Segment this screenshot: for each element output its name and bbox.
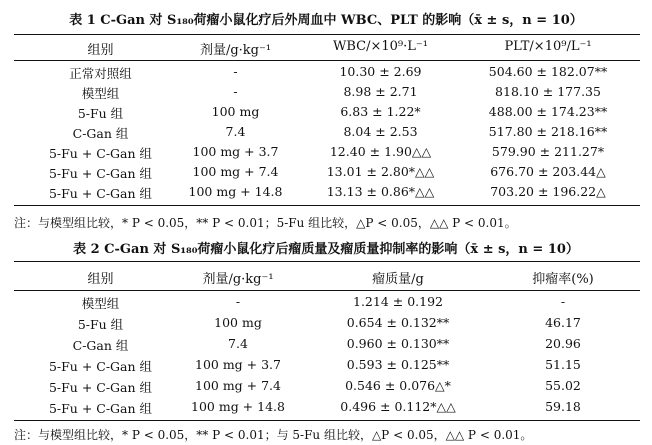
table1-cell-dose: 100 mg + 14.8 bbox=[188, 184, 283, 199]
table2-row bbox=[0, 336, 652, 354]
table1-row bbox=[0, 84, 652, 102]
table1-cell-dose: 7.4 bbox=[225, 124, 246, 139]
table1-row bbox=[0, 144, 652, 162]
table1-cell-wbc: 10.30 ± 2.69 bbox=[339, 64, 422, 79]
table1-bottom-rule bbox=[14, 205, 640, 206]
table2-cell-tumor-mass: 0.654 ± 0.132** bbox=[346, 315, 450, 330]
table2-row bbox=[0, 294, 652, 312]
table2-cell-dose: - bbox=[235, 294, 241, 309]
table2-header-inhibition-rate: 抑瘤率(%) bbox=[532, 272, 594, 287]
table2-row bbox=[0, 315, 652, 333]
table2-header-row bbox=[0, 268, 652, 286]
table2-top-rule bbox=[14, 261, 640, 262]
table1-cell-group: 5-Fu 组 bbox=[77, 106, 124, 121]
table1-row bbox=[0, 164, 652, 182]
table1-cell-dose: - bbox=[233, 84, 238, 99]
table1-cell-wbc: 6.83 ± 1.22* bbox=[340, 104, 421, 119]
table1-cell-group: 5-Fu + C-Gan 组 bbox=[48, 146, 153, 161]
table1-row bbox=[0, 64, 652, 82]
table1-cell-plt: 676.70 ± 203.44△ bbox=[490, 164, 606, 179]
table1-cell-dose: 100 mg bbox=[211, 104, 260, 119]
table2-cell-inhibition-rate: 51.15 bbox=[545, 357, 581, 372]
table1-header-row bbox=[0, 39, 652, 57]
table2-row bbox=[0, 357, 652, 375]
table1-header-group: 组别 bbox=[87, 43, 114, 58]
table1-header-rule bbox=[14, 60, 640, 61]
table2-cell-dose: 100 mg bbox=[214, 315, 262, 330]
table1-row bbox=[0, 184, 652, 202]
table2-cell-tumor-mass: 0.593 ± 0.125** bbox=[346, 357, 450, 372]
table2-cell-tumor-mass: 0.546 ± 0.076△* bbox=[345, 378, 451, 393]
table2-cell-tumor-mass: 0.960 ± 0.130** bbox=[346, 336, 450, 351]
table1-cell-group: C-Gan 组 bbox=[72, 126, 129, 141]
table1-cell-plt: 579.90 ± 211.27* bbox=[491, 144, 605, 159]
table1-cell-dose: 100 mg + 7.4 bbox=[192, 164, 279, 179]
table1-row bbox=[0, 124, 652, 142]
table1-caption: 表 1 C-Gan 对 S₁₈₀荷瘤小鼠化疗后外周血中 WBC、PLT 的影响（x̄ ± s，n = 10） bbox=[69, 13, 583, 28]
table1-cell-group: 5-Fu + C-Gan 组 bbox=[48, 166, 153, 181]
table2-cell-dose: 100 mg + 7.4 bbox=[195, 378, 281, 393]
table2-row bbox=[0, 378, 652, 396]
table1-cell-wbc: 8.98 ± 2.71 bbox=[343, 84, 418, 99]
table1-top-rule bbox=[14, 34, 640, 35]
table2-bottom-rule bbox=[14, 420, 640, 421]
table2-cell-group: 模型组 bbox=[81, 296, 120, 311]
table2-cell-group: 5-Fu + C-Gan 组 bbox=[48, 380, 153, 395]
table1-cell-plt: 818.10 ± 177.35 bbox=[495, 84, 601, 99]
table2-cell-inhibition-rate: 59.18 bbox=[545, 399, 581, 414]
table2-cell-inhibition-rate: 46.17 bbox=[545, 315, 581, 330]
table1-cell-wbc: 8.04 ± 2.53 bbox=[343, 124, 418, 139]
table1-header-plt: PLT/×10⁹/L⁻¹ bbox=[504, 39, 592, 54]
table1-cell-group: 正常对照组 bbox=[69, 66, 132, 81]
table1-footnote: 注：与模型组比较，* P < 0.05，** P < 0.01；5-Fu 组比较，△P < 0.05，△△ P < 0.01。 bbox=[14, 216, 517, 230]
table2-cell-inhibition-rate: - bbox=[560, 294, 566, 309]
table1-cell-plt: 703.20 ± 196.22△ bbox=[490, 184, 606, 199]
table1-cell-plt: 517.80 ± 218.16** bbox=[488, 124, 608, 139]
table2-header-tumor-mass: 瘤质量/g bbox=[372, 272, 424, 287]
table2-cell-dose: 100 mg + 14.8 bbox=[191, 399, 285, 414]
table2-cell-dose: 7.4 bbox=[228, 336, 248, 351]
table1-cell-wbc: 13.13 ± 0.86*△△ bbox=[326, 184, 435, 199]
table1-cell-wbc: 13.01 ± 2.80*△△ bbox=[326, 164, 435, 179]
table1-cell-group: 5-Fu + C-Gan 组 bbox=[48, 186, 153, 201]
table1-cell-group: 模型组 bbox=[81, 86, 120, 101]
table2-header-rule bbox=[14, 290, 640, 291]
table2-cell-group: 5-Fu 组 bbox=[77, 317, 124, 332]
table1-cell-dose: 100 mg + 3.7 bbox=[192, 144, 279, 159]
table2-cell-tumor-mass: 1.214 ± 0.192 bbox=[353, 294, 443, 309]
table1-header-wbc: WBC/×10⁹·L⁻¹ bbox=[333, 39, 428, 54]
table2-header-group: 组别 bbox=[87, 272, 114, 287]
table2-header-dose: 剂量/g·kg⁻¹ bbox=[202, 272, 274, 287]
table2-cell-tumor-mass: 0.496 ± 0.112*△△ bbox=[340, 399, 456, 414]
table2-footnote: 注：与模型组比较，* P < 0.05，** P < 0.01；与 5-Fu 组比较，△P < 0.05，△△ P < 0.01。 bbox=[14, 428, 533, 442]
table2-row bbox=[0, 399, 652, 417]
table1-cell-wbc: 12.40 ± 1.90△△ bbox=[329, 144, 432, 159]
table1-cell-dose: - bbox=[233, 64, 238, 79]
table2-cell-group: C-Gan 组 bbox=[72, 338, 129, 353]
table1-cell-plt: 488.00 ± 174.23** bbox=[488, 104, 608, 119]
table2-caption: 表 2 C-Gan 对 S₁₈₀荷瘤小鼠化疗后瘤质量及瘤质量抑制率的影响（x̄ ± s，n = 10） bbox=[73, 242, 579, 257]
table2-cell-inhibition-rate: 20.96 bbox=[545, 336, 581, 351]
table1-row bbox=[0, 104, 652, 122]
table2-cell-group: 5-Fu + C-Gan 组 bbox=[48, 401, 153, 416]
table2-cell-dose: 100 mg + 3.7 bbox=[195, 357, 281, 372]
table2-cell-inhibition-rate: 55.02 bbox=[545, 378, 581, 393]
table1-header-dose: 剂量/g·kg⁻¹ bbox=[199, 43, 272, 58]
table2-cell-group: 5-Fu + C-Gan 组 bbox=[48, 359, 153, 374]
table1-cell-plt: 504.60 ± 182.07** bbox=[488, 64, 608, 79]
